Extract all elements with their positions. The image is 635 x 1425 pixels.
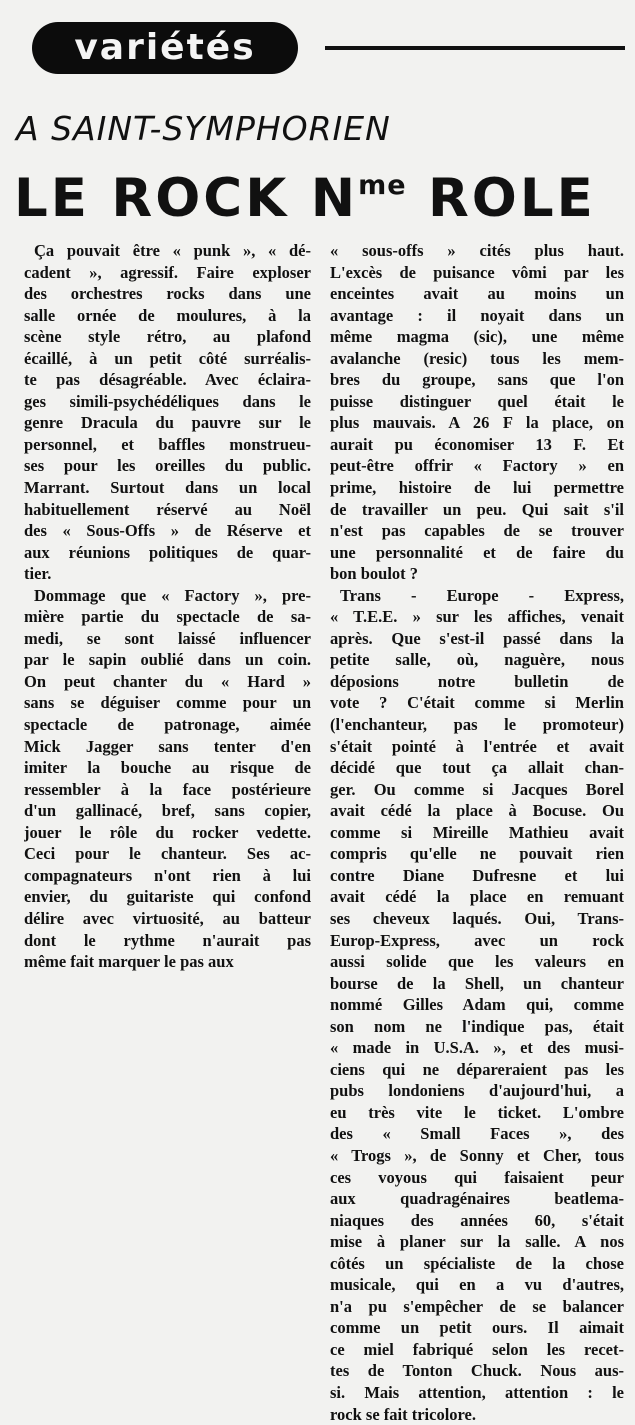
text-line: spectacle de patronage, aimée	[24, 715, 311, 735]
text-line: comme si Mireille Mathieu avait	[330, 822, 624, 842]
text-line: n'a pu s'empêcher de se balancer	[330, 1296, 624, 1316]
text-line: peut-être offrir « Factory » en	[330, 456, 624, 476]
text-line: décidé que tout ça allait chan-	[330, 758, 624, 778]
text-line: scène style rétro, au plafond	[24, 327, 311, 347]
text-line: déposions notre bulletin de	[330, 671, 624, 691]
text-line: après. Que s'est-il passé dans la	[330, 628, 624, 648]
text-line: « T.E.E. » sur les affiches, venait	[330, 607, 624, 627]
text-line: mise à planer sur la salle. A nos	[330, 1232, 624, 1252]
text-line: par le sapin oublié dans un coin.	[24, 650, 311, 670]
text-line: délire avec virtuosité, au batteur	[24, 908, 311, 928]
text-line: de travailler un peu. Qui sait s'il	[330, 499, 624, 519]
text-line: ciens qui ne dépareraient pas les	[330, 1059, 624, 1079]
text-line: enceintes avait au moins un	[330, 284, 624, 304]
title-main: LE ROCK N	[14, 168, 359, 229]
text-line: avalanche (resic) tous les mem-	[330, 348, 624, 368]
text-line: écaillé, à un petit côté surréalis-	[24, 348, 311, 368]
text-line: jouer le rôle du rocker vedette.	[24, 822, 311, 842]
text-line: cadent », agressif. Faire exploser	[24, 262, 311, 282]
text-line: même fait marquer le pas aux	[24, 952, 234, 972]
text-line: imiter la bouche au risque de	[24, 758, 311, 778]
text-line: n'est pas capables de se trouver	[330, 521, 624, 541]
text-line: aux quadragénaires beatlema-	[330, 1189, 624, 1209]
text-line: bourse de la Shell, un chanteur	[330, 973, 624, 993]
text-line: « made in U.S.A. », et des musi-	[330, 1038, 624, 1058]
text-line: Europ-Express, avec un rock	[330, 930, 624, 950]
text-line: bres du groupe, sans que l'on	[330, 370, 624, 390]
text-line: tes de Tonton Chuck. Nous aus-	[330, 1361, 624, 1381]
text-line: habituellement réservé au Noël	[24, 499, 311, 519]
article-column-left	[24, 240, 311, 973]
text-line: des « Small Faces », des	[330, 1124, 624, 1144]
text-line: « Trogs », de Sonny et Cher, tous	[330, 1145, 624, 1165]
text-line: puisse distinguer quel était le	[330, 391, 624, 411]
text-line: personnel, et baffles monstrueu-	[24, 434, 311, 454]
title-end: ROLE	[406, 168, 596, 229]
text-line: aussi solide que les valeurs en	[330, 952, 624, 972]
article-column-right	[330, 240, 624, 1425]
text-line: genre Dracula du pauvre sur le	[24, 413, 311, 433]
text-line: Ça pouvait être « punk », « dé-	[34, 241, 311, 260]
text-line: des « Sous-Offs » de Réserve et	[24, 521, 311, 541]
text-line: d'un gallinacé, bref, sans copier,	[24, 801, 311, 821]
text-line: son nom ne l'indique pas, était	[330, 1016, 624, 1036]
text-line: tier.	[24, 564, 52, 584]
section-header	[0, 22, 635, 74]
text-line: On peut chanter du « Hard »	[24, 671, 311, 691]
text-line: prime, histoire de lui permettre	[330, 478, 624, 498]
text-line: petite salle, où, naguère, nous	[330, 650, 624, 670]
text-line: Dommage que « Factory », pre-	[34, 585, 311, 605]
text-line: musicale, qui en a vu d'autres,	[330, 1275, 624, 1295]
article-title	[14, 168, 596, 229]
text-line: salle ornée de moulures, à la	[24, 305, 311, 325]
text-line: ce miel fabriqué selon les recet-	[330, 1339, 624, 1359]
text-line: mière partie du spectacle de sa-	[24, 607, 311, 627]
text-line: aurait pu économiser 13 F. Et	[330, 434, 624, 454]
text-line: même magma (sic), une même	[330, 327, 624, 347]
text-line: nommé Gilles Adam qui, comme	[330, 995, 624, 1015]
text-line: si. Mais attention, attention : le	[330, 1382, 624, 1402]
text-line: rock se fait tricolore.	[330, 1404, 477, 1424]
text-line: ses cheveux laqués. Oui, Trans-	[330, 908, 624, 928]
text-line: Mick Jagger sans tenter d'en	[24, 736, 311, 756]
text-line: ressembler à la face postérieure	[24, 779, 311, 799]
text-line: (l'enchanteur, pas le promoteur)	[330, 715, 624, 735]
text-line: aux réunions politiques de quar-	[24, 542, 311, 562]
text-line: ces voyous qui faisaient peur	[330, 1167, 624, 1187]
text-line: s'était pointé à l'entrée et avait	[330, 736, 624, 756]
text-line: côtés un spécialiste de la chose	[330, 1253, 624, 1273]
text-line: une personnalité et de faire du	[330, 542, 624, 562]
text-line: envier, du guitariste qui confond	[24, 887, 311, 907]
section-label: variétés	[74, 27, 256, 68]
text-line: dont le rythme n'aurait pas	[24, 930, 311, 950]
text-line: ses pour les oreilles du public.	[24, 456, 311, 476]
text-line: compagnateurs n'ont rien à lui	[24, 865, 311, 885]
text-line: Ceci pour le chanteur. Ses ac-	[24, 844, 311, 864]
text-line: avait cédé la place à Bocuse. Ou	[330, 801, 624, 821]
text-line: contre Diane Dufresne et lui	[330, 865, 624, 885]
text-line: niaques des années 60, s'était	[330, 1210, 624, 1230]
header-rule	[325, 46, 625, 50]
text-line: « sous-offs » cités plus haut.	[330, 241, 624, 260]
text-line: L'excès de puisance vômi par les	[330, 262, 624, 282]
text-line: ges simili-psychédéliques dans le	[24, 391, 311, 411]
title-superscript: me	[358, 170, 407, 201]
text-line: medi, se sont laissé influencer	[24, 628, 311, 648]
text-line: sans se déguiser comme pour un	[24, 693, 311, 713]
text-line: te pas désagréable. Avec éclaira-	[24, 370, 311, 390]
text-line: compris qu'elle ne pouvait rien	[330, 844, 624, 864]
text-line: bon boulot ?	[330, 564, 419, 584]
text-line: avait cédé la place en remuant	[330, 887, 624, 907]
text-line: avantage : il noyait dans un	[330, 305, 624, 325]
text-line: ger. Ou comme si Jacques Borel	[330, 779, 624, 799]
text-line: Marrant. Surtout dans un local	[24, 478, 311, 498]
text-line: Trans - Europe - Express,	[340, 585, 624, 605]
text-line: plus mauvais. A 26 F la place, on	[330, 413, 624, 433]
text-line: eu très vite le ticket. L'ombre	[330, 1102, 624, 1122]
text-line: comme un petit ours. Il aimait	[330, 1318, 624, 1338]
text-line: des orchestres rocks dans une	[24, 284, 311, 304]
section-badge	[32, 22, 298, 74]
text-line: vote ? C'était comme si Merlin	[330, 693, 624, 713]
text-line: pubs londoniens d'aujourd'hui, a	[330, 1081, 624, 1101]
article-kicker: A SAINT-SYMPHORIEN	[16, 109, 391, 148]
